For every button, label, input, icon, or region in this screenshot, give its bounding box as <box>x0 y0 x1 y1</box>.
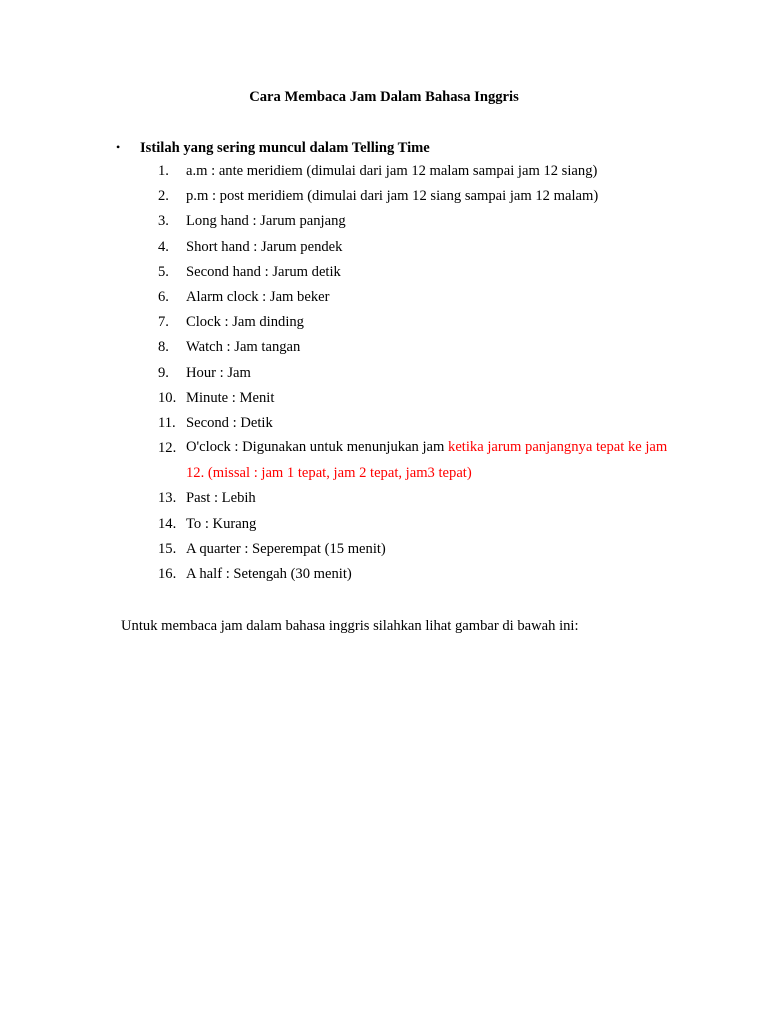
list-item-number: 12. <box>158 440 177 457</box>
list-item <box>0 211 768 236</box>
list-item-number: 8. <box>158 339 169 356</box>
list-item-number: 11. <box>158 414 176 431</box>
list-item-number: 2. <box>158 188 169 205</box>
list-item <box>0 564 768 589</box>
list-item-text: Second hand : Jarum detik <box>186 263 341 280</box>
list-item-text: Hour : Jam <box>186 364 251 381</box>
list-item <box>0 363 768 388</box>
list-item-text: Alarm clock : Jam beker <box>186 288 330 305</box>
list-item <box>0 237 768 262</box>
list-item-text: A quarter : Seperempat (15 menit) <box>186 540 386 557</box>
list-item <box>0 438 768 488</box>
list-item <box>0 539 768 564</box>
list-item-text: p.m : post meridiem (dimulai dari jam 12 siang sampai jam 12 malam) <box>186 188 599 205</box>
list-item <box>0 488 768 513</box>
list-item-text-plain: O'clock : Digunakan untuk menunjukan jam <box>186 439 449 456</box>
list-item <box>0 262 768 287</box>
bullet-section-heading <box>116 137 430 158</box>
list-item-text: Watch : Jam tangan <box>186 339 301 356</box>
list-item-text: a.m : ante meridiem (dimulai dari jam 12 malam sampai jam 12 siang) <box>186 163 598 179</box>
list-item <box>0 161 768 186</box>
list-item-text: Second : Detik <box>186 414 273 431</box>
list-item <box>0 337 768 362</box>
list-item-number: 16. <box>158 566 177 583</box>
list-item-number: 9. <box>158 364 169 381</box>
list-item <box>0 388 768 413</box>
list-item-text: Short hand : Jarum pendek <box>186 238 343 255</box>
list-item-number: 1. <box>158 163 169 179</box>
closing-note: Untuk membaca jam dalam bahasa inggris silahkan lihat gambar di bawah ini: <box>121 618 579 634</box>
list-item-text: Minute : Menit <box>186 389 275 406</box>
list-item <box>0 413 768 438</box>
list-item <box>0 287 768 312</box>
list-item-number: 13. <box>158 490 177 507</box>
list-item-text: To : Kurang <box>186 515 257 532</box>
terms-list <box>0 161 768 589</box>
list-item-text: A half : Setengah (30 menit) <box>186 566 352 583</box>
list-item-number: 7. <box>158 314 169 331</box>
list-item-number: 4. <box>158 238 169 255</box>
list-item-number: 15. <box>158 540 177 557</box>
list-item-number: 6. <box>158 288 169 305</box>
list-item <box>0 514 768 539</box>
list-item-text: Clock : Jam dinding <box>186 314 304 331</box>
list-item-number: 5. <box>158 263 169 280</box>
list-item-number: 14. <box>158 515 177 532</box>
document-title: Cara Membaca Jam Dalam Bahasa Inggris <box>249 89 519 105</box>
list-item-text-highlight: ketika jarum panjangnya tepat ke jam 12. (missal : jam 1 tepat, jam 2 tepat, jam3 tepat) <box>186 439 668 481</box>
bullet-icon: • <box>116 140 121 154</box>
list-item-text: Long hand : Jarum panjang <box>186 213 346 230</box>
list-item-text: Past : Lebih <box>186 490 256 507</box>
bullet-heading-text: Istilah yang sering muncul dalam Telling Time <box>140 140 430 156</box>
list-item-number: 10. <box>158 389 177 406</box>
list-item <box>0 312 768 337</box>
list-item <box>0 186 768 211</box>
list-item-text <box>186 435 686 485</box>
list-item-number: 3. <box>158 213 169 230</box>
